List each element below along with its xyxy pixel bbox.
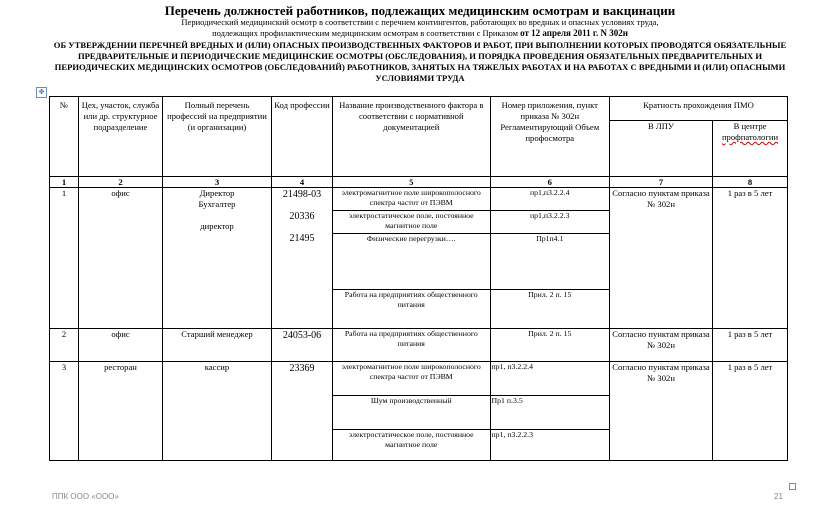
row-factors (333, 188, 610, 329)
order-heading: ОБ УТВЕРЖДЕНИИ ПЕРЕЧНЕЙ ВРЕДНЫХ И (ИЛИ) ОПАСНЫХ ПРОИЗВОДСТВЕННЫХ ФАКТОРОВ И РАБОТ, ПРИ ВЫПОЛНЕНИИ КОТОРЫХ ПРОВОДЯТСЯ ОБЯЗАТЕЛЬНЫЕ ПРЕДВАРИТЕЛЬНЫЕ И ПЕРИОДИЧЕСКИЕ МЕДИЦИНСКИЕ ОСМОТРЫ (ОБСЛЕДОВАНИЯ), И ПОРЯДКА ПРОВЕДЕНИЯ ОБЯЗАТЕЛЬНЫХ ПРЕДВАРИТЕЛЬНЫХ И ПЕРИОДИЧЕСКИХ МЕДИЦИНСКИХ ОСМОТРОВ (ОБСЛЕДОВАНИЙ) РАБОТНИКОВ, ЗАНЯТЫХ НА ТЯЖЕЛЫХ РАБОТАХ И НА РАБОТАХ С ВРЕДНЫМИ И (ИЛИ) ОПАСНЫМИ УСЛОВИЯМИ ТРУДА (53, 40, 787, 83)
factor-ref: пр1,п3.2.2.4 (490, 188, 609, 211)
factor-name: электростатическое поле, постоянное магнитное поле (333, 211, 490, 234)
row-codes (272, 188, 333, 329)
profession: Бухгалтер (198, 199, 236, 209)
subtitle-line1: Периодический медицинский осмотр в соответствии с перечнем контингентов, работающих во вредных и опасных условиях труда, (181, 17, 659, 27)
header-center-a: В центре (733, 121, 767, 131)
factor-ref: Прил. 2 п. 15 (490, 329, 609, 362)
move-table-icon[interactable]: ✥ (36, 87, 47, 98)
header-appendix-text: Номер приложения, пункт приказа № 302н Регламентирующий Объем профосмотра (500, 100, 600, 143)
row-professions: кассир (163, 362, 272, 461)
profession-code: 20336 (289, 211, 315, 222)
subtitle-line2-prefix: подлежащих профилактическим медицинским осмотрам в соответствии с Приказом (212, 28, 518, 38)
header-center-b: профпатологии (721, 132, 779, 142)
row-dept: офис (79, 329, 163, 362)
row-dept: ресторан (79, 362, 163, 461)
col-number: 6 (490, 177, 609, 188)
factor-name: электромагнитное поле широкополосного спектра частот от ПЭВМ (333, 362, 490, 396)
profession: Директор (199, 188, 235, 198)
factor-name: электростатическое поле, постоянное магнитное поле (333, 430, 490, 461)
factor-ref: Прил. 2 п. 15 (528, 290, 572, 299)
col-number: 4 (272, 177, 333, 188)
row-professions: Старший менеджер (163, 329, 272, 362)
col-number: 7 (610, 177, 713, 188)
factor-ref: Пр1 п.3.5 (490, 396, 609, 430)
page-number: 21 (774, 492, 783, 501)
factor-ref: Пр1п4.1 (490, 234, 609, 290)
profession-code: 21495 (289, 233, 315, 244)
header-code: Код профессии (272, 97, 333, 177)
factor-name: Работа на предприятиях общественного питания (333, 329, 491, 362)
row-codes: 24053-06 (272, 329, 333, 362)
factor-ref: пр1, п3.2.2.4 (490, 362, 609, 396)
medical-exam-table (49, 96, 788, 461)
factor-ref: пр1, п3.2.2.3 (491, 430, 533, 439)
header-factor: Название производственного фактора в соответствии с нормативной документацией (333, 97, 491, 177)
footer-company: ППК ООО «ООО» (52, 492, 119, 501)
page-title: Перечень должностей работников, подлежащих медицинским осмотрам и вакцинации (164, 3, 676, 18)
table-row (50, 329, 788, 362)
factor-name: электромагнитное поле широкополосного спектра частот от ПЭВМ (333, 188, 490, 211)
row-factors (333, 362, 610, 461)
col-number: 2 (79, 177, 163, 188)
col-number: 1 (50, 177, 79, 188)
factors-table (333, 188, 609, 328)
row-lpu: Согласно пунктам приказа № 302н (610, 362, 713, 461)
row-num: 3 (50, 362, 79, 461)
factor-name: Работа на предприятиях общественного питания (333, 290, 490, 329)
row-lpu: Согласно пунктам приказа № 302н (610, 188, 713, 329)
col-number: 3 (163, 177, 272, 188)
header-num: № (50, 97, 79, 177)
page-corner-mark (789, 483, 796, 490)
factors-table (333, 362, 609, 460)
row-center: 1 раз в 5 лет (713, 329, 788, 362)
table-row (50, 362, 788, 461)
factor-ref: пр1,п3.2.2.3 (490, 211, 609, 234)
row-center: 1 раз в 5 лет (713, 188, 788, 329)
header-frequency: Кратность прохождения ПМО (610, 97, 788, 121)
order-date: от 12 апреля 2011 г. N 302н (520, 28, 628, 38)
profession-spacer (165, 210, 269, 221)
row-num: 1 (50, 188, 79, 329)
header-lpu: В ЛПУ (610, 121, 713, 177)
row-num: 2 (50, 329, 79, 362)
row-lpu: Согласно пунктам приказа № 302н (610, 329, 713, 362)
profession: директор (200, 221, 234, 231)
table-row (50, 188, 788, 329)
col-number: 8 (713, 177, 788, 188)
subtitle-line2 (60, 28, 780, 38)
row-dept: офис (79, 188, 163, 329)
header-dept: Цех, участок, служба или др. структурное подразделение (79, 97, 163, 177)
header-appendix (490, 97, 609, 177)
row-professions (163, 188, 272, 329)
row-center: 1 раз в 5 лет (713, 362, 788, 461)
col-number: 5 (333, 177, 491, 188)
header-center (713, 121, 788, 177)
factor-name: Физические перегрузки…. (333, 234, 490, 290)
row-codes: 23369 (272, 362, 333, 461)
profession-code: 21498-03 (282, 189, 322, 200)
header-professions: Полный перечень профессий на предприятии (и организации) (163, 97, 272, 177)
factor-name: Шум производственный (333, 396, 490, 430)
